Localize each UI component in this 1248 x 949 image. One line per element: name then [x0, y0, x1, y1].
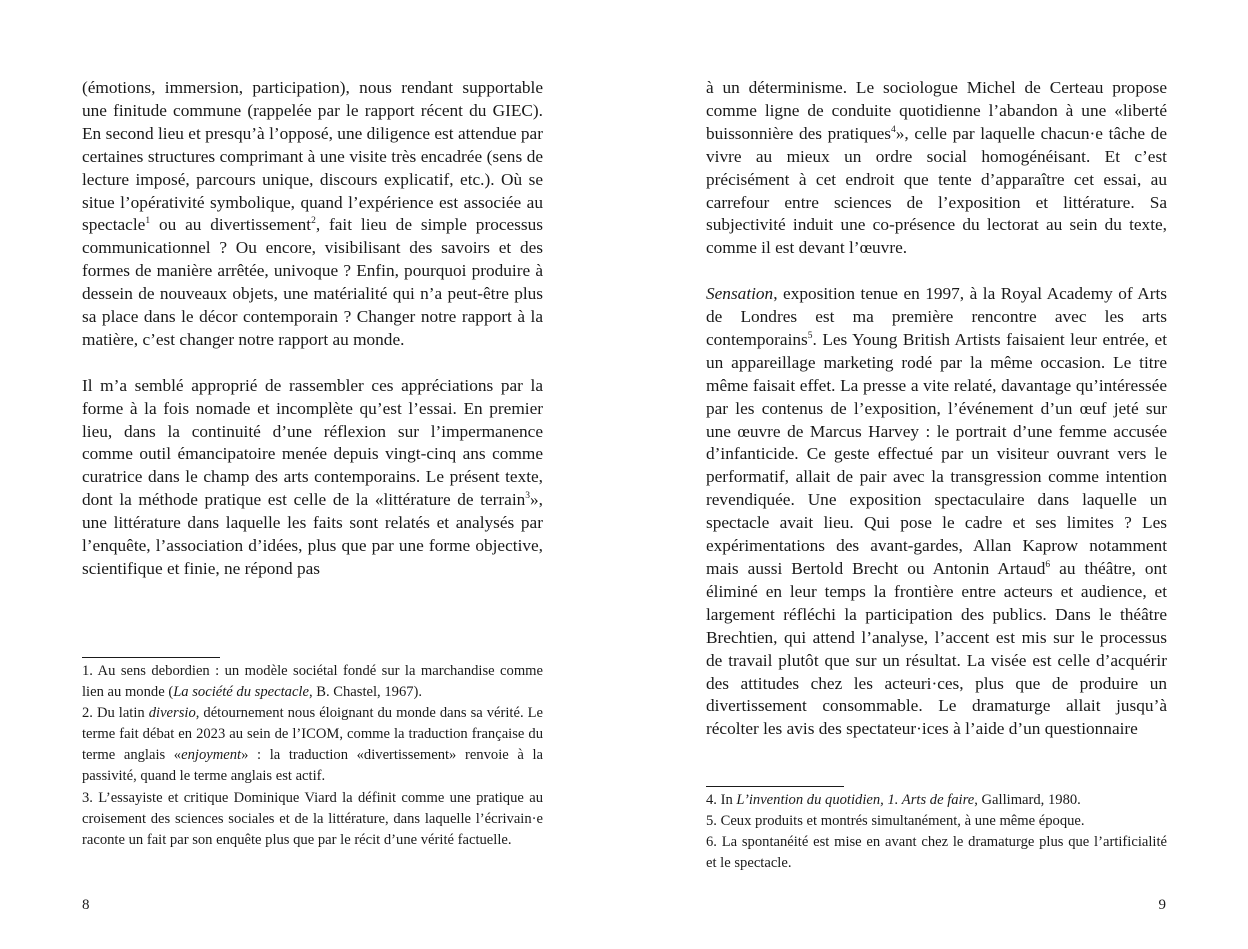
text-run: », celle par laquelle chacun·e tâche de vivre au mieux un ordre social homogénéisant. Et c’est précisément à cet endroit que tente d’apparaître cet essai, au carrefour entre sciences de l’exposition et littérature. Sa subjectivité induit une co-présence du lectorat au sein du texte, comme il est devant l’œuvre. — [706, 123, 1167, 258]
footnote-ref: 4 — [891, 124, 896, 135]
italic-text: Sensation — [706, 284, 774, 304]
text-run: 3. L’essayiste et critique Dominique Viard la définit comme une pratique au croisement des sciences sociales et de la littérature, dans laquelle l’écrivain·e raconte un fait par son enquête plus que par le récit d’une vérité factuelle. — [82, 789, 543, 848]
text-run: (émotions, immersion, participation), nous rendant supportable une finitude commune (rappelée par le rapport récent du GIEC). En second lieu et presqu’à l’opposé, une diligence est attendue par certaines structures comprimant à une visite très encadrée (sens de lecture imposé, parcours unique, discours explicatif, etc.). Où se situe l’opérativité symbolique, quand l’expérience est associée au spectacle — [82, 78, 543, 235]
footnote — [82, 703, 543, 787]
text-run: 4. In — [706, 792, 737, 808]
italic-text: L’invention du quotidien, 1. Arts de faire — [736, 792, 975, 808]
footnote-ref: 6 — [1045, 559, 1051, 570]
italic-text: La société du spectacle — [173, 684, 309, 701]
text-run: Il m’a semblé approprié de rassembler ces appréciations par la forme à la fois nomade et incomplète qu’est l’essai. En premier lieu, dans la continuité d’une réflexion sur l’impermanence comme outil émancipatoire menée depuis vingt-cinq ans comme curatrice dans le champ des arts contemporains. Le présent texte, dont la méthode pratique est celle de la «littérature de terrain — [82, 375, 543, 510]
left-footnote-rule — [82, 657, 220, 658]
left-body-text — [82, 77, 543, 581]
footnote — [706, 832, 1167, 874]
footnote — [82, 661, 543, 703]
paragraph — [706, 77, 1167, 260]
text-run: » : la traduction «divertissement» renvoie à la passivité, quand le terme anglais est actif. — [82, 747, 543, 785]
paragraph — [82, 77, 543, 352]
footnote-ref: 3 — [525, 491, 531, 502]
text-run: au théâtre, ont éliminé en leur temps la frontière entre acteurs et audience, et largement réfléchi la participation des publics. Dans le théâtre Brechtien, qui attend l’analyse, l’accent est mis sur le processus de travail plutôt que sur un résultat. La visée est celle d’acquérir des attitudes chez les acteuri·ces, plus que de produire un divertissement consommable. Le dramaturge allait jusqu’à récolter les avis des spectateur·ices à l’aide d’un questionnaire — [706, 559, 1168, 739]
italic-text: diversio — [148, 705, 196, 722]
text-run: ou au divertissement — [150, 215, 312, 235]
footnote-ref: 5 — [807, 330, 813, 341]
right-footnote-rule — [706, 786, 844, 787]
text-run: , détournement nous éloignant du monde dans sa vérité. Le terme fait débat en 2023 au sein de l’ICOM, comme la traduction française du terme anglais « — [82, 705, 543, 764]
text-run: », une littérature dans laquelle les faits sont relatés et analysés par l’enquête, l’association d’idées, plus que par une forme objective, scientifique et finie, ne répond pas — [82, 490, 543, 579]
footnote — [706, 811, 1167, 832]
right-footnotes — [706, 790, 1167, 874]
footnote — [82, 788, 543, 851]
footnote-ref: 1 — [145, 216, 151, 227]
right-page-number: 9 — [1158, 897, 1166, 913]
left-footnotes — [82, 661, 543, 851]
text-run: à un déterminisme. Le sociologue Michel de Certeau propose comme ligne de conduite quotidienne l’abandon à une «liberté buissonnière des pratiques — [706, 78, 1167, 143]
right-page — [624, 0, 1248, 949]
footnote-ref: 2 — [311, 216, 316, 227]
italic-text: enjoyment — [181, 747, 242, 764]
text-run: 1. Au sens debordien : un modèle sociétal fondé sur la marchandise comme lien au monde ( — [82, 663, 543, 701]
left-page-number: 8 — [82, 897, 90, 913]
text-run: , fait lieu de simple processus communicationnel ? Ou encore, visibilisant des savoirs et des formes de manière arrêtée, univoque ? Enfin, pourquoi produire à dessein de nouveaux objets, une matérialité qui n’a peut-être plus sa place dans le décor contemporain ? Changer notre rapport à la matière, c’est changer notre rapport au monde. — [82, 215, 543, 349]
right-body-text — [706, 77, 1167, 741]
paragraph — [706, 283, 1167, 741]
text-run: . Les Young British Artists faisaient leur entrée, et un appareillage marketing rodé par la même occasion. Le titre même faisait effet. La presse a vite relaté, davantage qu’intéressée par les contenus de l’exposition, l’événement d’un œuf jeté sur une œuvre de Marcus Harvey : le portrait d’une femme accusée d’infanticide. Ce geste effectué par un visiteur ouvrant vers le performatif, allait de pair avec la transgression comme intention revendiquée. Une exposition spectaculaire dans laquelle un spectacle avait lieu. Qui pose le cadre et ses limites ? Les expérimentations des avant-gardes, Allan Kaprow notamment mais aussi Bertold Brecht ou Antonin Artaud — [706, 329, 1167, 579]
text-run: , Gallimard, 1980. — [974, 792, 1081, 808]
footnote — [706, 790, 1167, 811]
text-run: , B. Chastel, 1967). — [308, 684, 423, 701]
text-run: 6. La spontanéité est mise en avant chez le dramaturge plus que l’artificialité et le spectacle. — [706, 834, 1167, 872]
paragraph — [82, 375, 543, 581]
text-run: 2. Du latin — [82, 705, 149, 722]
text-run: , exposition tenue en 1997, à la Royal Academy of Arts de Londres est ma première rencontre avec les arts contemporains — [706, 284, 1167, 349]
text-run: 5. Ceux produits et montrés simultanément, à une même époque. — [706, 813, 1085, 830]
